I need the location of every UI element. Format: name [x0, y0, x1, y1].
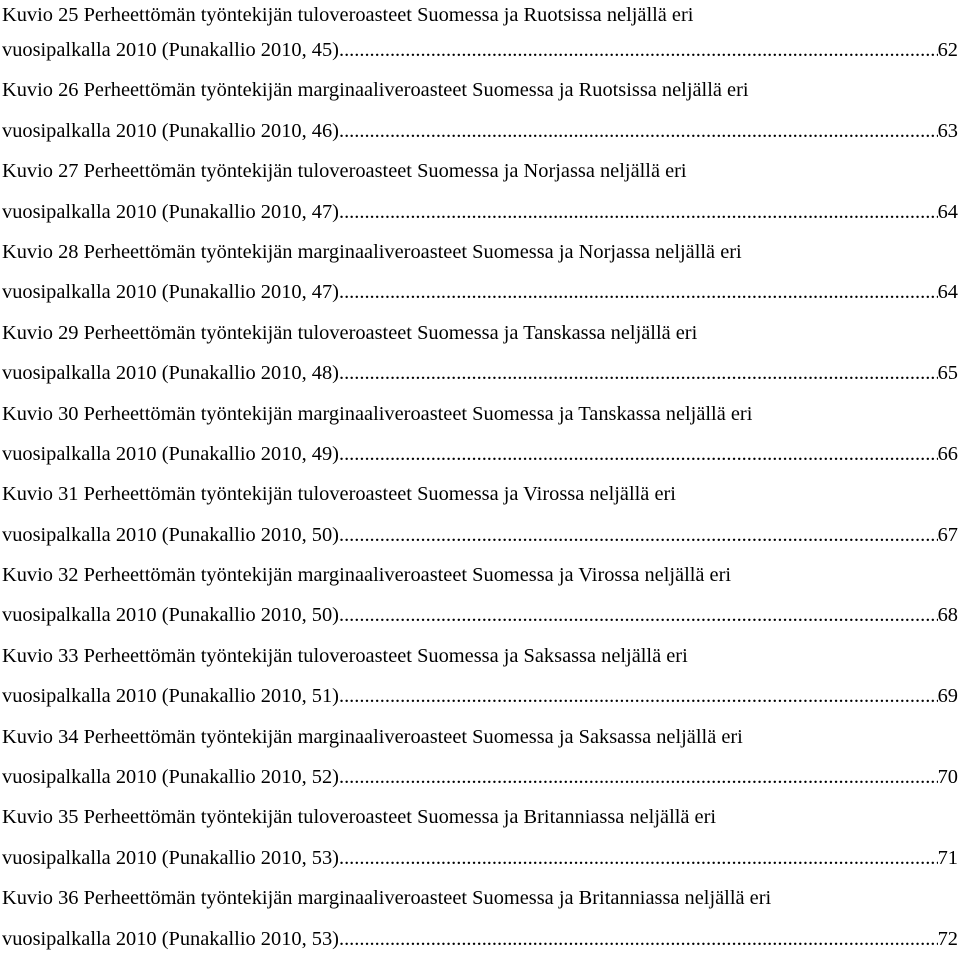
- dot-leader: [339, 676, 938, 716]
- toc-entry-page-number: 70: [937, 766, 958, 789]
- dot-leader: [339, 595, 938, 635]
- toc-entry-title: Kuvio 28 Perheettömän työntekijän marginaaliveroasteet Suomessa ja Norjassa neljällä eri: [2, 240, 742, 263]
- toc-entry[interactable]: [2, 878, 958, 959]
- toc-entry[interactable]: [2, 394, 958, 475]
- toc-entry[interactable]: [2, 70, 958, 151]
- list-of-figures: [2, 0, 958, 959]
- dot-leader: [339, 111, 938, 151]
- toc-entry-title: Kuvio 30 Perheettömän työntekijän marginaaliveroasteet Suomessa ja Tanskassa neljällä eri: [2, 402, 753, 425]
- toc-entry-title: Kuvio 35 Perheettömän työntekijän tuloveroasteet Suomessa ja Britanniassa neljällä eri: [2, 806, 717, 829]
- toc-entry-title-end-line: [2, 192, 958, 232]
- toc-entry-page-number: 72: [937, 927, 958, 950]
- toc-entry-title-end: vuosipalkalla 2010 (Punakallio 2010, 53): [2, 846, 339, 869]
- toc-entry[interactable]: [2, 636, 958, 717]
- toc-entry-title: Kuvio 34 Perheettömän työntekijän marginaaliveroasteet Suomessa ja Saksassa neljällä eri: [2, 725, 743, 748]
- dot-leader: [339, 515, 938, 555]
- toc-entry-page-number: 63: [937, 119, 958, 142]
- dot-leader: [339, 30, 938, 70]
- toc-entry-title-end: vuosipalkalla 2010 (Punakallio 2010, 47): [2, 281, 339, 304]
- toc-entry-title-end: vuosipalkalla 2010 (Punakallio 2010, 52): [2, 766, 339, 789]
- toc-entry-title-end-line: [2, 111, 958, 151]
- toc-entry-page-number: 64: [937, 281, 958, 304]
- toc-entry[interactable]: [2, 555, 958, 636]
- toc-entry-title: Kuvio 33 Perheettömän työntekijän tuloveroasteet Suomessa ja Saksassa neljällä eri: [2, 644, 688, 667]
- toc-entry-title-end: vuosipalkalla 2010 (Punakallio 2010, 48): [2, 362, 339, 385]
- toc-entry-title-end-line: [2, 838, 958, 878]
- toc-entry-title-end-line: [2, 515, 958, 555]
- dot-leader: [339, 192, 938, 232]
- toc-entry-title-end: vuosipalkalla 2010 (Punakallio 2010, 50): [2, 523, 339, 546]
- toc-entry-title-end: vuosipalkalla 2010 (Punakallio 2010, 45): [2, 39, 339, 61]
- toc-entry-title: Kuvio 26 Perheettömän työntekijän marginaaliveroasteet Suomessa ja Ruotsissa neljällä eri: [2, 79, 749, 102]
- toc-entry-title-end-line: [2, 434, 958, 474]
- toc-entry-title-end: vuosipalkalla 2010 (Punakallio 2010, 50): [2, 604, 339, 627]
- toc-entry-title-end-line: [2, 757, 958, 797]
- toc-entry-title: Kuvio 29 Perheettömän työntekijän tuloveroasteet Suomessa ja Tanskassa neljällä eri: [2, 321, 698, 344]
- toc-entry-page-number: 68: [937, 604, 958, 627]
- toc-entry-page-number: 71: [937, 846, 958, 869]
- toc-entry-title-end-line: [2, 272, 958, 312]
- toc-entry-title-end: vuosipalkalla 2010 (Punakallio 2010, 46): [2, 119, 339, 142]
- toc-entry[interactable]: [2, 232, 958, 313]
- dot-leader: [339, 838, 938, 878]
- toc-entry-title-end-line: [2, 30, 958, 70]
- toc-entry-title-end-line: [2, 353, 958, 393]
- toc-entry-title-end-line: [2, 676, 958, 716]
- toc-entry-title-end-line: [2, 919, 958, 959]
- toc-entry-title: Kuvio 27 Perheettömän työntekijän tuloveroasteet Suomessa ja Norjassa neljällä eri: [2, 160, 687, 183]
- toc-entry-page-number: 69: [937, 685, 958, 708]
- toc-entry-page-number: 64: [937, 200, 958, 223]
- toc-entry-title-end-line: [2, 595, 958, 635]
- toc-entry-title-end: vuosipalkalla 2010 (Punakallio 2010, 47): [2, 200, 339, 223]
- dot-leader: [339, 757, 938, 797]
- toc-entry[interactable]: [2, 151, 958, 232]
- toc-entry-title: Kuvio 32 Perheettömän työntekijän marginaaliveroasteet Suomessa ja Virossa neljällä eri: [2, 564, 732, 587]
- dot-leader: [339, 434, 938, 474]
- toc-entry-title: Kuvio 25 Perheettömän työntekijän tuloveroasteet Suomessa ja Ruotsissa neljällä eri: [2, 4, 694, 26]
- dot-leader: [339, 919, 938, 959]
- toc-entry[interactable]: [2, 0, 958, 70]
- toc-entry-title: Kuvio 31 Perheettömän työntekijän tuloveroasteet Suomessa ja Virossa neljällä eri: [2, 483, 676, 506]
- toc-entry[interactable]: [2, 313, 958, 394]
- toc-entry[interactable]: [2, 717, 958, 798]
- toc-entry[interactable]: [2, 797, 958, 878]
- toc-entry-title-end: vuosipalkalla 2010 (Punakallio 2010, 49): [2, 442, 339, 465]
- toc-entry-page-number: 62: [937, 39, 958, 61]
- toc-entry-page-number: 67: [937, 523, 958, 546]
- dot-leader: [339, 353, 938, 393]
- toc-entry[interactable]: [2, 474, 958, 555]
- toc-entry-page-number: 65: [937, 362, 958, 385]
- toc-entry-title-end: vuosipalkalla 2010 (Punakallio 2010, 53): [2, 927, 339, 950]
- dot-leader: [339, 272, 938, 312]
- toc-entry-title-end: vuosipalkalla 2010 (Punakallio 2010, 51): [2, 685, 339, 708]
- toc-entry-page-number: 66: [937, 442, 958, 465]
- toc-entry-title: Kuvio 36 Perheettömän työntekijän marginaaliveroasteet Suomessa ja Britanniassa neljällä eri: [2, 887, 772, 910]
